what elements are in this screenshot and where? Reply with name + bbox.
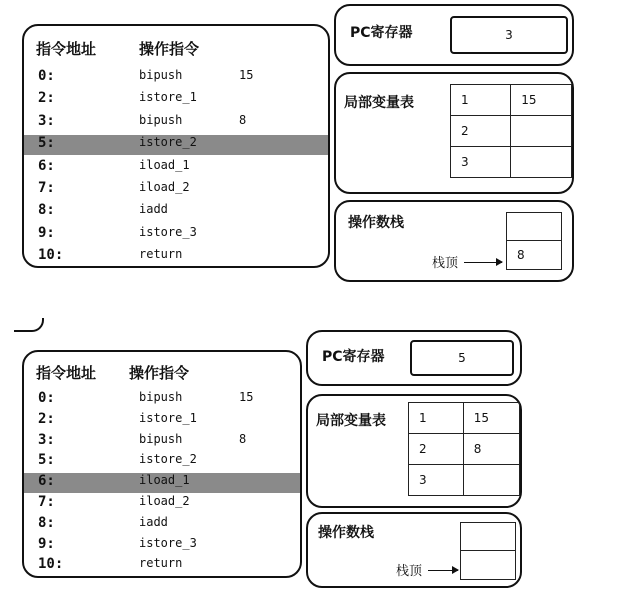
local-var-value: 15 [463, 403, 519, 434]
pc-register-value: 5 [410, 340, 514, 376]
instruction-address: 9: [38, 224, 55, 241]
local-var-row [409, 403, 520, 434]
instruction-opcode: return [139, 247, 183, 262]
stack-slot [507, 213, 561, 241]
instruction-address: 6: [38, 473, 55, 490]
stack-slot [461, 551, 515, 579]
instruction-row [24, 452, 300, 472]
pc-register-label: PC寄存器 [322, 349, 385, 365]
instruction-address: 9: [38, 535, 55, 552]
op-header: 操作指令 [139, 40, 200, 58]
instruction-opcode: istore_1 [139, 90, 197, 105]
instruction-opcode: return [139, 556, 183, 571]
instruction-address: 7: [38, 494, 55, 510]
instruction-operand: 15 [239, 390, 254, 404]
local-var-row [451, 147, 572, 178]
instruction-address: 3: [38, 112, 55, 129]
instruction-row [24, 432, 300, 452]
instruction-address: 8: [38, 514, 55, 531]
local-var-value: 15 [511, 85, 572, 116]
instruction-opcode: iload_2 [139, 494, 190, 508]
pc-register-box-2 [306, 330, 522, 386]
instruction-row [24, 494, 300, 514]
instruction-row [24, 113, 328, 133]
instruction-operand: 8 [239, 431, 247, 446]
operand-stack-label: 操作数栈 [348, 215, 404, 231]
local-var-slot: 2 [451, 116, 511, 147]
local-var-slot: 1 [451, 85, 511, 116]
instruction-address: 10: [38, 247, 64, 264]
local-vars-label: 局部变量表 [344, 95, 414, 111]
instruction-address: 7: [38, 180, 55, 196]
stack-slot: 8 [517, 248, 525, 262]
local-var-value: 8 [463, 434, 519, 465]
local-var-row [409, 434, 520, 465]
instruction-address: 10: [38, 556, 64, 573]
instruction-row-current [24, 473, 300, 493]
instruction-opcode: bipush [139, 112, 183, 127]
operand-stack-box-2 [306, 512, 522, 588]
instruction-address: 6: [38, 157, 55, 174]
instruction-address: 0: [38, 68, 55, 84]
instruction-opcode: istore_2 [139, 452, 197, 467]
stack-slot [461, 523, 515, 551]
stack-top-arrow [464, 262, 502, 263]
instruction-row [24, 536, 300, 556]
operand-stack-label: 操作数栈 [318, 525, 374, 541]
instruction-row [24, 180, 328, 200]
instruction-row [24, 515, 300, 535]
local-vars-label: 局部变量表 [316, 413, 386, 429]
instruction-opcode: istore_1 [139, 410, 197, 425]
stack-top-arrow [428, 570, 458, 571]
instruction-row [24, 556, 300, 576]
instruction-opcode: iload_2 [139, 180, 190, 194]
instruction-opcode: iadd [139, 514, 168, 529]
local-vars-box-2 [306, 394, 522, 508]
instruction-address: 8: [38, 202, 55, 219]
local-vars-table [450, 84, 572, 178]
instruction-row [24, 411, 300, 431]
instruction-opcode: istore_2 [139, 135, 197, 150]
stack-top-label: 栈顶 [396, 564, 423, 579]
instruction-address: 3: [38, 431, 55, 448]
instruction-address: 5: [38, 452, 55, 469]
instruction-row [24, 68, 328, 88]
instruction-opcode: iload_1 [139, 473, 190, 488]
operand-stack-box-1 [334, 200, 574, 282]
pc-register-box-1 [334, 4, 574, 66]
local-var-value [511, 147, 572, 178]
local-var-slot: 3 [409, 465, 464, 496]
local-vars-table [408, 402, 520, 496]
instruction-address: 5: [38, 135, 55, 152]
local-var-row [409, 465, 520, 496]
instruction-address: 2: [38, 90, 55, 107]
instruction-opcode: bipush [139, 390, 183, 404]
instruction-opcode: istore_3 [139, 535, 197, 550]
instruction-row [24, 90, 328, 110]
instruction-row-current [24, 135, 328, 155]
instruction-address: 2: [38, 410, 55, 427]
instruction-opcode: iadd [139, 202, 168, 217]
instruction-row [24, 202, 328, 222]
local-var-value [511, 116, 572, 147]
instruction-row [24, 390, 300, 410]
instruction-opcode: iload_1 [139, 157, 190, 172]
instruction-opcode: istore_3 [139, 224, 197, 239]
local-var-row [451, 85, 572, 116]
pc-register-label: PC寄存器 [350, 25, 413, 41]
local-var-slot: 3 [451, 147, 511, 178]
addr-header: 指令地址 [36, 40, 97, 58]
instruction-panel-1 [22, 24, 330, 268]
addr-header: 指令地址 [36, 364, 97, 382]
pc-register-value: 3 [450, 16, 568, 54]
instruction-panel-2 [22, 350, 302, 578]
op-header: 操作指令 [129, 364, 190, 382]
local-var-slot: 2 [409, 434, 464, 465]
instruction-operand: 15 [239, 68, 254, 82]
instruction-row [24, 158, 328, 178]
operand-stack [506, 212, 562, 270]
instruction-operand: 8 [239, 112, 247, 127]
local-var-value [463, 465, 519, 496]
instruction-row [24, 247, 328, 267]
local-vars-box-1 [334, 72, 574, 194]
local-var-row [451, 116, 572, 147]
stack-top-label: 栈顶 [432, 256, 459, 271]
operand-stack [460, 522, 516, 580]
local-var-slot: 1 [409, 403, 464, 434]
instruction-opcode: bipush [139, 68, 183, 82]
instruction-row [24, 225, 328, 245]
instruction-opcode: bipush [139, 431, 183, 446]
instruction-address: 0: [38, 390, 55, 406]
part-marker [14, 318, 44, 332]
